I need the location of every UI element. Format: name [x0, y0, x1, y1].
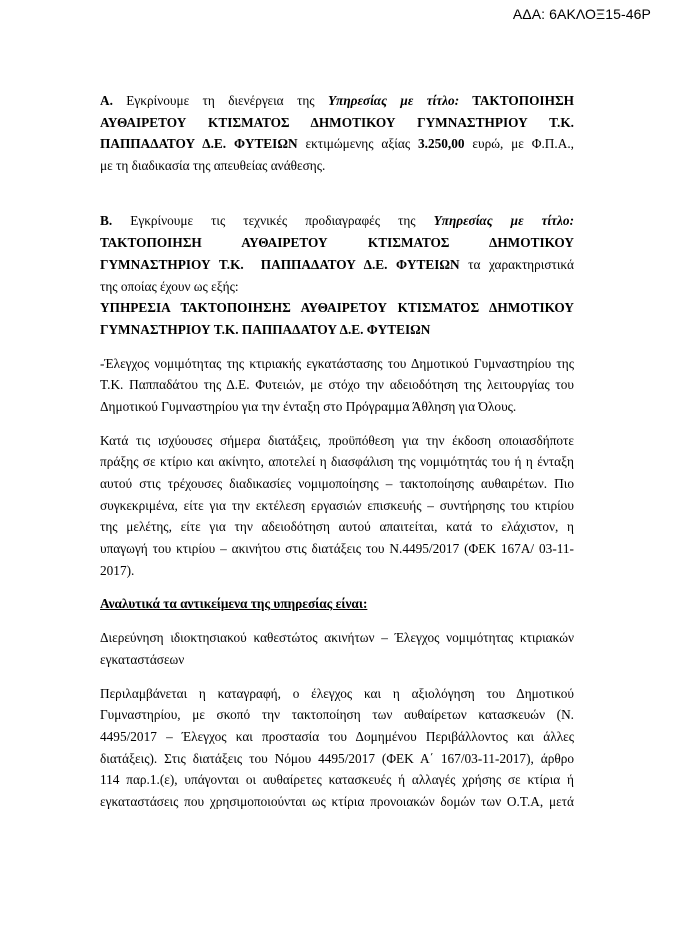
paragraph-line: Περιλαμβάνεται η καταγραφή, ο έλεγχος και η αξιολόγηση του Δημοτικού	[100, 685, 574, 701]
paragraph-line: συγκεκριμένα, είτε για την εκτέλεση εργασιών επισκευής – συντήρησης του κτιρίου	[100, 497, 574, 513]
paragraph-ownership	[100, 631, 574, 674]
ada-code: ΑΔΑ: 6ΑΚΛΟΞ15-46Ρ	[512, 6, 651, 22]
paragraph-line: διατάξεις). Στις διατάξεις του Νόμου 4495/2017 (ΦΕΚ Α΄ 167/03-11-2017), άρθρο	[100, 750, 574, 766]
section-b-letter: Β.	[100, 213, 113, 229]
paragraph-line: Κατά τις ισχύουσες σήμερα διατάξεις, προϋπόθεση για την έκδοση οποιασδήποτε	[100, 432, 574, 448]
document-body	[100, 94, 574, 817]
section-a-line-4: με τη διαδικασία της απευθείας ανάθεσης.	[100, 158, 326, 174]
section-a	[100, 94, 574, 181]
paragraph-line: 114 παρ.1.(ε), υπάγονται οι αυθαίρετες κατασκευές ή αλλαγές χρήσης σε κτίρια ή	[100, 772, 574, 788]
service-title-label: Υπηρεσίας με τίτλο:	[327, 93, 460, 108]
section-a-line-3	[100, 137, 574, 159]
paragraph-line: πράξης σε κτίριο και ακίνητο, αποτελεί η διασφάλιση της νομιμότητάς του ή η ένταξη	[100, 454, 574, 470]
section-heading: Αναλυτικά τα αντικείμενα της υπηρεσίας είναι:	[100, 596, 368, 612]
text-run: Εγκρίνουμε τις τεχνικές προδιαγραφές της	[112, 213, 434, 229]
text-run: ΤΑΚΤΟΠΟΙΗΣΗ	[459, 93, 574, 108]
section-b-line-2: ΤΑΚΤΟΠΟΙΗΣΗ ΑΥΘΑΙΡΕΤΟΥ ΚΤΙΣΜΑΤΟΣ ΔΗΜΟΤΙΚΟΥ	[100, 235, 574, 251]
paragraph-line: 4495/2017 – Έλεγχος και προστασία του Δομημένου Περιβάλλοντος και άλλες	[100, 728, 574, 744]
text-run: ΠΑΠΠΑΔΑΤΟΥ Δ.Ε. ΦΥΤΕΙΩΝ	[100, 136, 298, 152]
section-b-line-6: ΓΥΜΝΑΣΤΗΡΙΟΥ Τ.Κ. ΠΑΠΠΑΔΑΤΟΥ Δ.Ε. ΦΥΤΕΙΩΝ	[100, 321, 431, 337]
amount-value: 3.250,00	[417, 136, 465, 152]
text-run: τα χαρακτηριστικά	[459, 256, 574, 272]
paragraph-inventory	[100, 687, 574, 817]
text-run: ΓΥΜΝΑΣΤΗΡΙΟΥ Τ.Κ. ΠΑΠΠΑΔΑΤΟΥ Δ.Ε. ΦΥΤΕΙΩΝ	[100, 256, 460, 272]
paragraph-line: υπαγωγή του κτιρίου – ακινήτου στις διατάξεις του Ν.4495/2017 (ΦΕΚ 167Α/ 03-11-	[100, 541, 574, 557]
paragraph-legality-check	[100, 357, 574, 422]
section-b-line-5: ΥΠΗΡΕΣΙΑ ΤΑΚΤΟΠΟΙΗΣΗΣ ΑΥΘΑΙΡΕΤΟΥ ΚΤΙΣΜΑΤΟΣ ΔΗΜΟΤΙΚΟΥ	[100, 300, 574, 316]
section-a-line-2: ΑΥΘΑΙΡΕΤΟΥ ΚΤΙΣΜΑΤΟΣ ΔΗΜΟΤΙΚΟΥ ΓΥΜΝΑΣΤΗΡΙΟΥ Τ.Κ.	[100, 114, 574, 130]
paragraph-line: της μελέτης, είτε για την αδειοδότηση αυτού απαιτείται, κατά το ελάχιστον, η	[100, 519, 574, 535]
paragraph-line: Τ.Κ. Παππαδάτου της Δ.Ε. Φυτειών, με στόχο την αδειοδότηση της λειτουργίας του	[100, 377, 574, 393]
section-a-line-1	[100, 94, 574, 116]
paragraph-line: αυτού στις τρέχουσες διαδικασίες νομιμοποίησης – τακτοποίησης αυθαιρέτων. Πιο	[100, 476, 574, 491]
paragraph-line: εγκαταστάσεων	[100, 651, 185, 667]
paragraph-line: -Έλεγχος νομιμότητας της κτιριακής εγκατάστασης του Δημοτικού Γυμναστηρίου της	[100, 355, 574, 371]
text-run: ευρώ, με Φ.Π.Α.,	[464, 136, 574, 152]
paragraph-line: εγκαταστάσεις που χρησιμοποιούνται ως κτίρια προνοιακών δομών των Ο.Τ.Α, μετά	[100, 793, 574, 809]
paragraph-line: 2017).	[100, 562, 135, 578]
section-b-line-1	[100, 214, 574, 236]
paragraph-regulations	[100, 434, 574, 586]
paragraph-line: Γυμναστηρίου, με σκοπό την τακτοποίηση των αυθαίρετων κατασκευών (Ν.	[100, 707, 574, 723]
section-a-letter: Α.	[100, 93, 113, 108]
section-b-line-3	[100, 258, 574, 280]
paragraph-line: Διερεύνηση ιδιοκτησιακού καθεστώτος ακινήτων – Έλεγχος νομιμότητας κτιριακών	[100, 630, 574, 646]
section-b	[100, 214, 574, 344]
text-run: Εγκρίνουμε τη διενέργεια της	[112, 93, 328, 108]
paragraph-line: Δημοτικού Γυμναστηρίου για την ένταξη στο Πρόγραμμα Άθληση για Όλους.	[100, 398, 517, 414]
text-run: εκτιμώμενης αξίας	[297, 136, 418, 152]
section-b-line-4: της οποίας έχουν ως εξής:	[100, 278, 239, 294]
service-title-label: Υπηρεσίας με τίτλο:	[433, 213, 575, 229]
